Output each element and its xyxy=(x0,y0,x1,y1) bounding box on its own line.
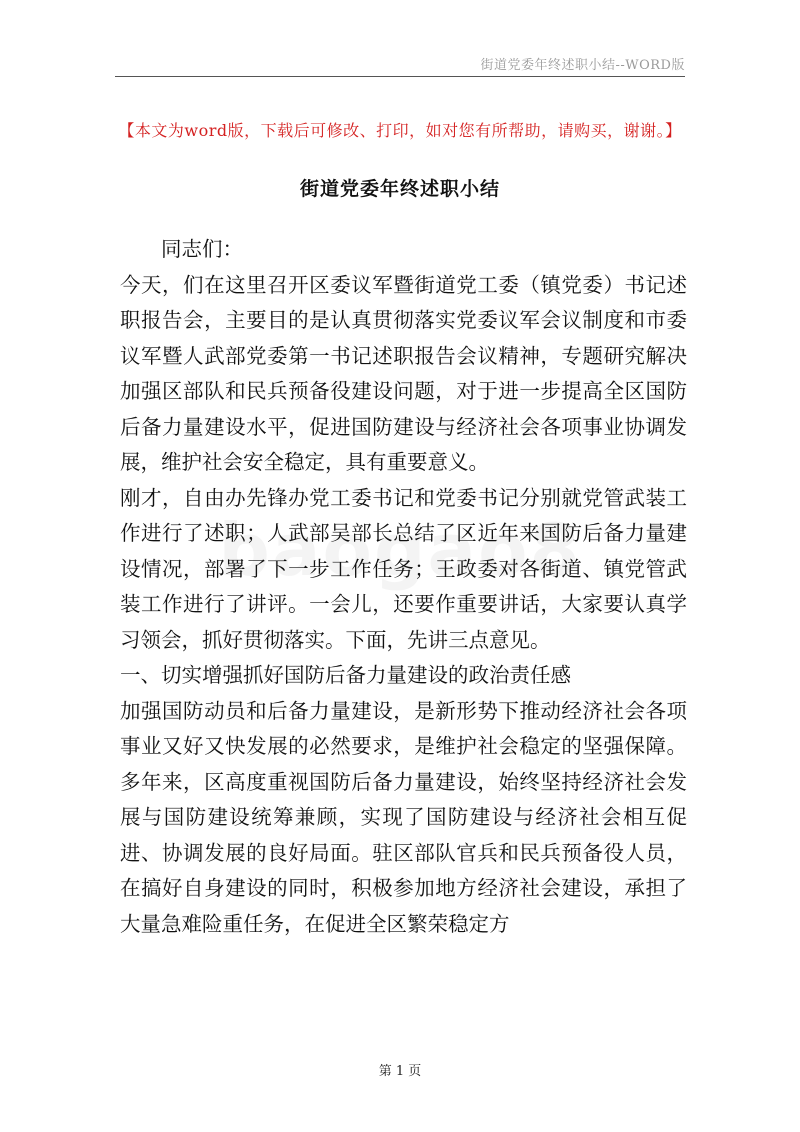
section-heading: 一、切实增强抓好国防后备力量建设的政治责任感 xyxy=(120,663,571,687)
body-paragraph: 今天，们在这里召开区委议军暨街道党工委（镇党委）书记述职报告会，主要目的是认真贯彻落实党委议军会议制度和市委议军暨人武部党委第一书记述职报告会议精神，专题研究解决加强区部队和民兵预备役建设问题，对于进一步提高全区国防后备力量建设水平，促进国防建设与经济社会各项事业协调发展，维护社会安全稳定，具有重要意义。 xyxy=(120,272,687,474)
document-title: 街道党委年终述职小结 xyxy=(299,178,500,200)
body-paragraph: 加强国防动员和后备力量建设，是新形势下推动经济社会各项事业又好又快发展的必然要求，是维护社会稳定的坚强保障。多年来，区高度重视国防后备力量建设，始终坚持经济社会发展与国防建设统筹兼顾，实现了国防建设与经济社会相互促进、协调发展的良好局面。驻区部队官兵和民兵预备役人员，在搞好自身建设的同时，积极参加地方经济社会建设，承担了大量急难险重任务，在促进全区繁荣稳定方 xyxy=(120,698,687,936)
body-paragraph: 刚才，自由办先锋办党工委书记和党委书记分别就党管武装工作进行了述职；人武部吴部长总结了区近年来国防后备力量建设情况，部署了下一步工作任务；王政委对各街道、镇党管武装工作进行了讲评。一会儿，还要作重要讲话，大家要认真学习领会，抓好贯彻落实。下面，先讲三点意见。 xyxy=(120,485,687,652)
running-header: 街道党委年终述职小结--WORD版 xyxy=(480,58,685,73)
document-body xyxy=(120,232,687,942)
salutation-paragraph: 同志们： xyxy=(161,237,243,261)
header-divider xyxy=(115,76,685,77)
download-notice: 【本文为word版，下载后可修改、打印，如对您有所帮助，请购买，谢谢。】 xyxy=(118,121,682,140)
page-number: 第 1 页 xyxy=(378,1064,422,1079)
